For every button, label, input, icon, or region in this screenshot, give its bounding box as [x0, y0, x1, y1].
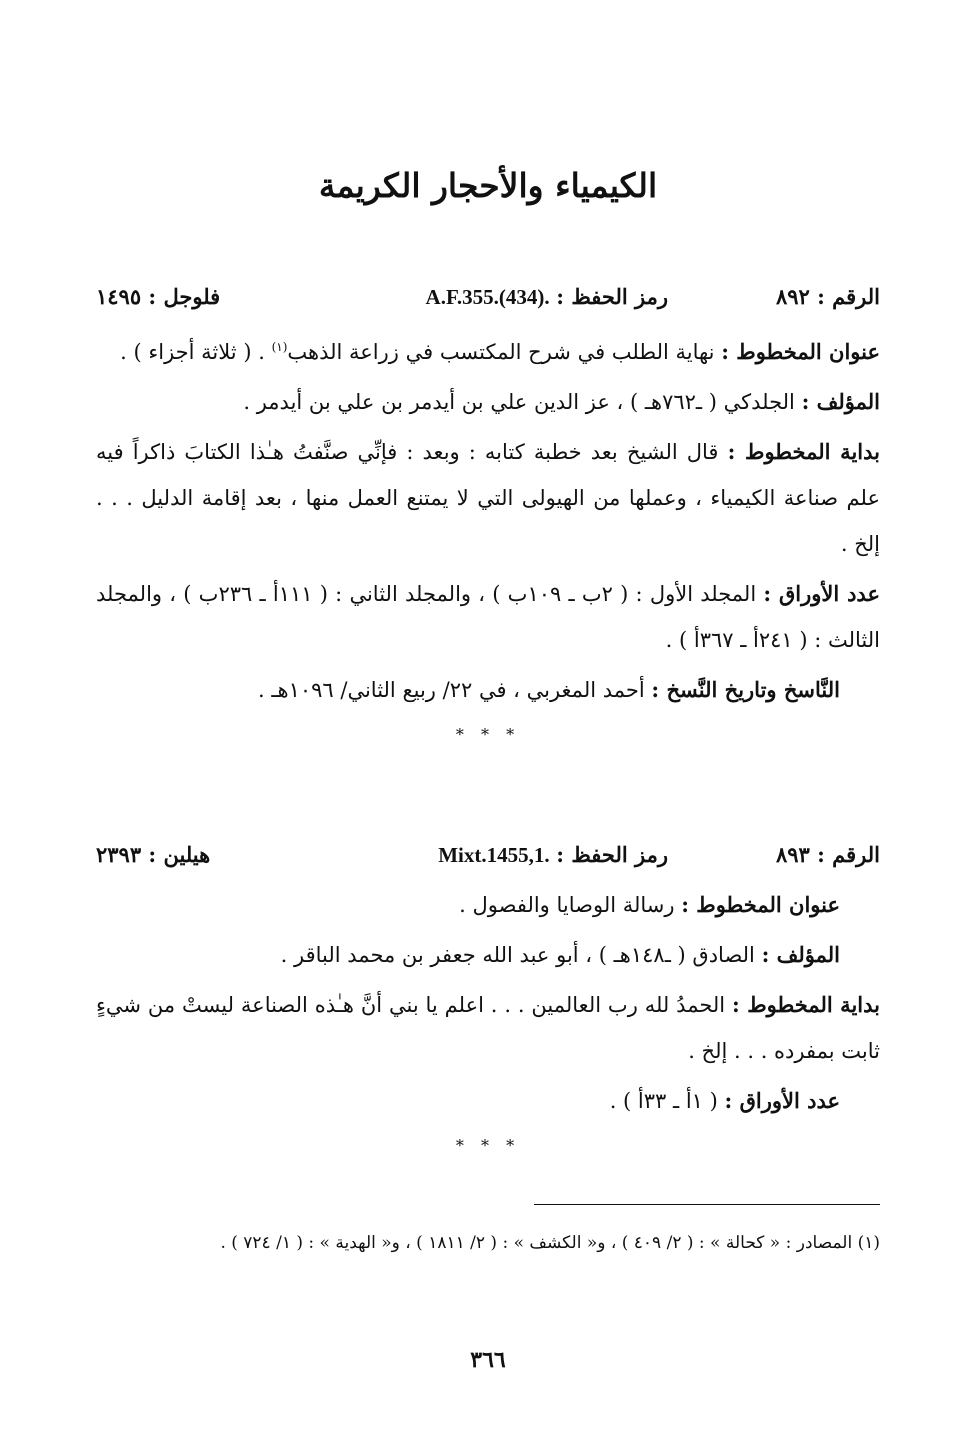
incipit-text: الحمدُ لله رب العالمين . . . اعلم يا بني أنَّ هـٰذه الصناعة ليستْ من شيءٍ ثابت بمفرده . . . إلخ . [96, 993, 880, 1063]
copyist [96, 667, 880, 713]
author-text: الجلدكي ( ـ٧٦٢هـ ) ، عز الدين علي بن أيدمر بن علي بن أيدمر . [243, 390, 795, 414]
author-label: المؤلف : [761, 942, 840, 967]
title-label: عنوان المخطوط : [681, 892, 840, 917]
shelfmark-label: رمز الحفظ : [556, 284, 668, 309]
collection-number: فلوجل : ١٤٩٥ [96, 284, 221, 309]
shelfmark [438, 842, 668, 868]
footnote-ref: (١) [271, 340, 288, 354]
separator: * * * [455, 1136, 521, 1155]
incipit-text: قال الشيخ بعد خطبة كتابه : وبعد : فإنِّي صنَّفتُ هـٰذا الكتابَ ذاكراً فيه علم صناعة الكيمياء ، وعملها من الهيولى التي لا يمتنع العمل منها ، بعد إقامة الدليل . . . إلخ . [96, 440, 880, 556]
author-text: الصادق ( ـ١٤٨هـ ) ، أبو عبد الله جعفر بن محمد الباقر . [280, 943, 755, 967]
record-header [96, 842, 880, 882]
folios-text: ( ١أ ـ ٣٣أ ) . [609, 1089, 718, 1113]
incipit-label: بداية المخطوط : [732, 992, 880, 1017]
collection-number: هيلين : ٢٣٩٣ [96, 842, 211, 867]
title-text: نهاية الطلب في شرح المكتسب في زراعة الذهب [287, 340, 715, 364]
manuscript-title [96, 882, 880, 928]
shelfmark-label: رمز الحفظ : [556, 842, 668, 867]
incipit-label: بداية المخطوط : [727, 439, 880, 464]
title-label: عنوان المخطوط : [721, 339, 880, 364]
shelfmark-value: Mixt.1455,1. [438, 843, 550, 867]
folios [96, 571, 880, 663]
manuscript-title [96, 324, 880, 375]
record-number: الرقم : ٨٩٢ [775, 284, 880, 309]
separator: * * * [455, 725, 521, 744]
folios [96, 1078, 880, 1124]
folios-text: المجلد الأول : ( ٢ب ـ ١٠٩ب ) ، والمجلد الثاني : ( ١١١أ ـ ٢٣٦ب ) ، والمجلد الثالث : ( ٢٤١أ ـ ٣٦٧أ ) . [96, 582, 880, 652]
record-892 [96, 284, 880, 753]
title-tail: . ( ثلاثة أجزاء ) . [120, 340, 272, 364]
incipit [96, 429, 880, 567]
folios-label: عدد الأوراق : [724, 1088, 840, 1113]
page-number: ٣٦٦ [470, 1347, 506, 1373]
record-893 [96, 842, 880, 1164]
footnote-rule [534, 1204, 880, 1205]
author [96, 379, 880, 425]
incipit [96, 982, 880, 1074]
author [96, 932, 880, 978]
record-header [96, 284, 880, 324]
copyist-text: أحمد المغربي ، في ٢٢/ ربيع الثاني/ ١٠٩٦هـ . [258, 678, 645, 702]
folios-label: عدد الأوراق : [763, 581, 880, 606]
page-title: الكيمياء والأحجار الكريمة [318, 166, 658, 205]
copyist-label: النَّاسخ وتاريخ النَّسخ : [651, 677, 840, 702]
shelfmark-value: A.F.355.(434). [425, 285, 550, 309]
author-label: المؤلف : [801, 389, 880, 414]
title-text: رسالة الوصايا والفصول . [459, 893, 675, 917]
record-number: الرقم : ٨٩٣ [775, 842, 880, 867]
footnote: (١) المصادر : « كحالة » : ( ٢/ ٤٠٩ ) ، و« الكشف » : ( ٢/ ١٨١١ ) ، و« الهدية » : ( ١/ ٧٢٤ ) . [220, 1233, 880, 1253]
shelfmark [426, 284, 668, 310]
